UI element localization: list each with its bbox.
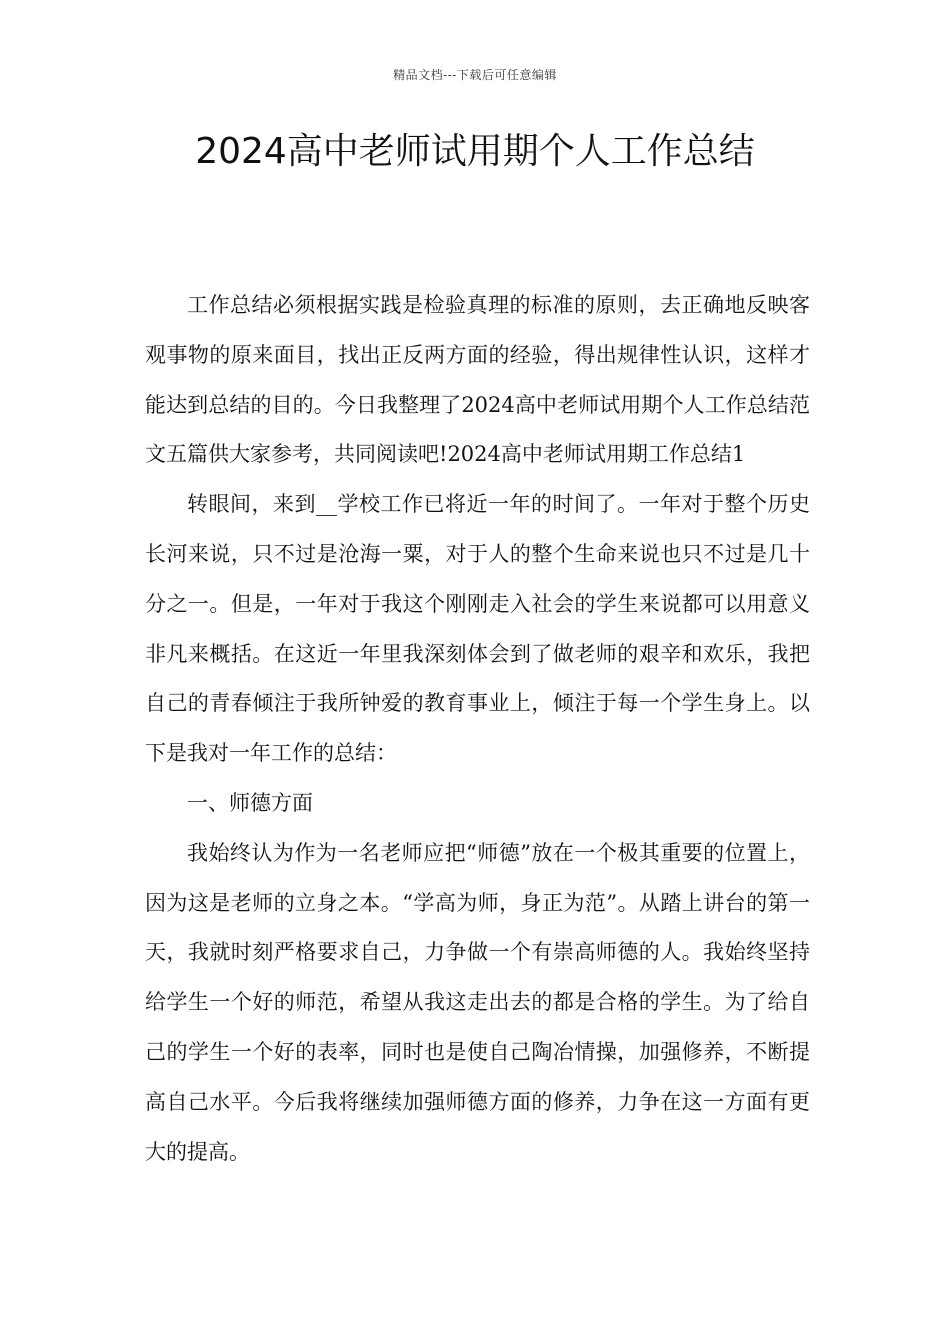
paragraph-ethics: 我始终认为作为一名老师应把“师德”放在一个极其重要的位置上，因为这是老师的立身之本。“学高为师，身正为范”。从踏上讲台的第一天，我就时刻严格要求自己，力争做一个有崇高师德的人。我始终坚持给学生一个好的师范，希望从我这走出去的都是合格的学生。为了给自己的学生一个好的表率，同时也是使自己陶冶情操，加强修养，不断提高自己水平。今后我将继续加强师德方面的修养，力争在这一方面有更大的提高。	[145, 840, 810, 1164]
document-body	[145, 281, 810, 1177]
paragraph-intro: 工作总结必须根据实践是检验真理的标准的原则，去正确地反映客观事物的原来面目，找出正反两方面的经验，得出规律性认识，这样才能达到总结的目的。今日我整理了2024高中老师试用期个人工作总结范文五篇供大家参考，共同阅读吧!2024高中老师试用期工作总结1	[145, 293, 810, 467]
paragraph-review: 转眼间，来到__学校工作已将近一年的时间了。一年对于整个历史长河来说，只不过是沧海一粟，对于人的整个生命来说也只不过是几十分之一。但是，一年对于我这个刚刚走入社会的学生来说都可以用意义非凡来概括。在这近一年里我深刻体会到了做老师的艰辛和欢乐，我把自己的青春倾注于我所钟爱的教育事业上，倾注于每一个学生身上。以下是我对一年工作的总结：	[145, 492, 810, 766]
section-heading-ethics: 一、师德方面	[187, 790, 313, 815]
document-title: 2024高中老师试用期个人工作总结	[195, 131, 755, 172]
header-note: 精品文档---下载后可任意编辑	[393, 68, 557, 82]
